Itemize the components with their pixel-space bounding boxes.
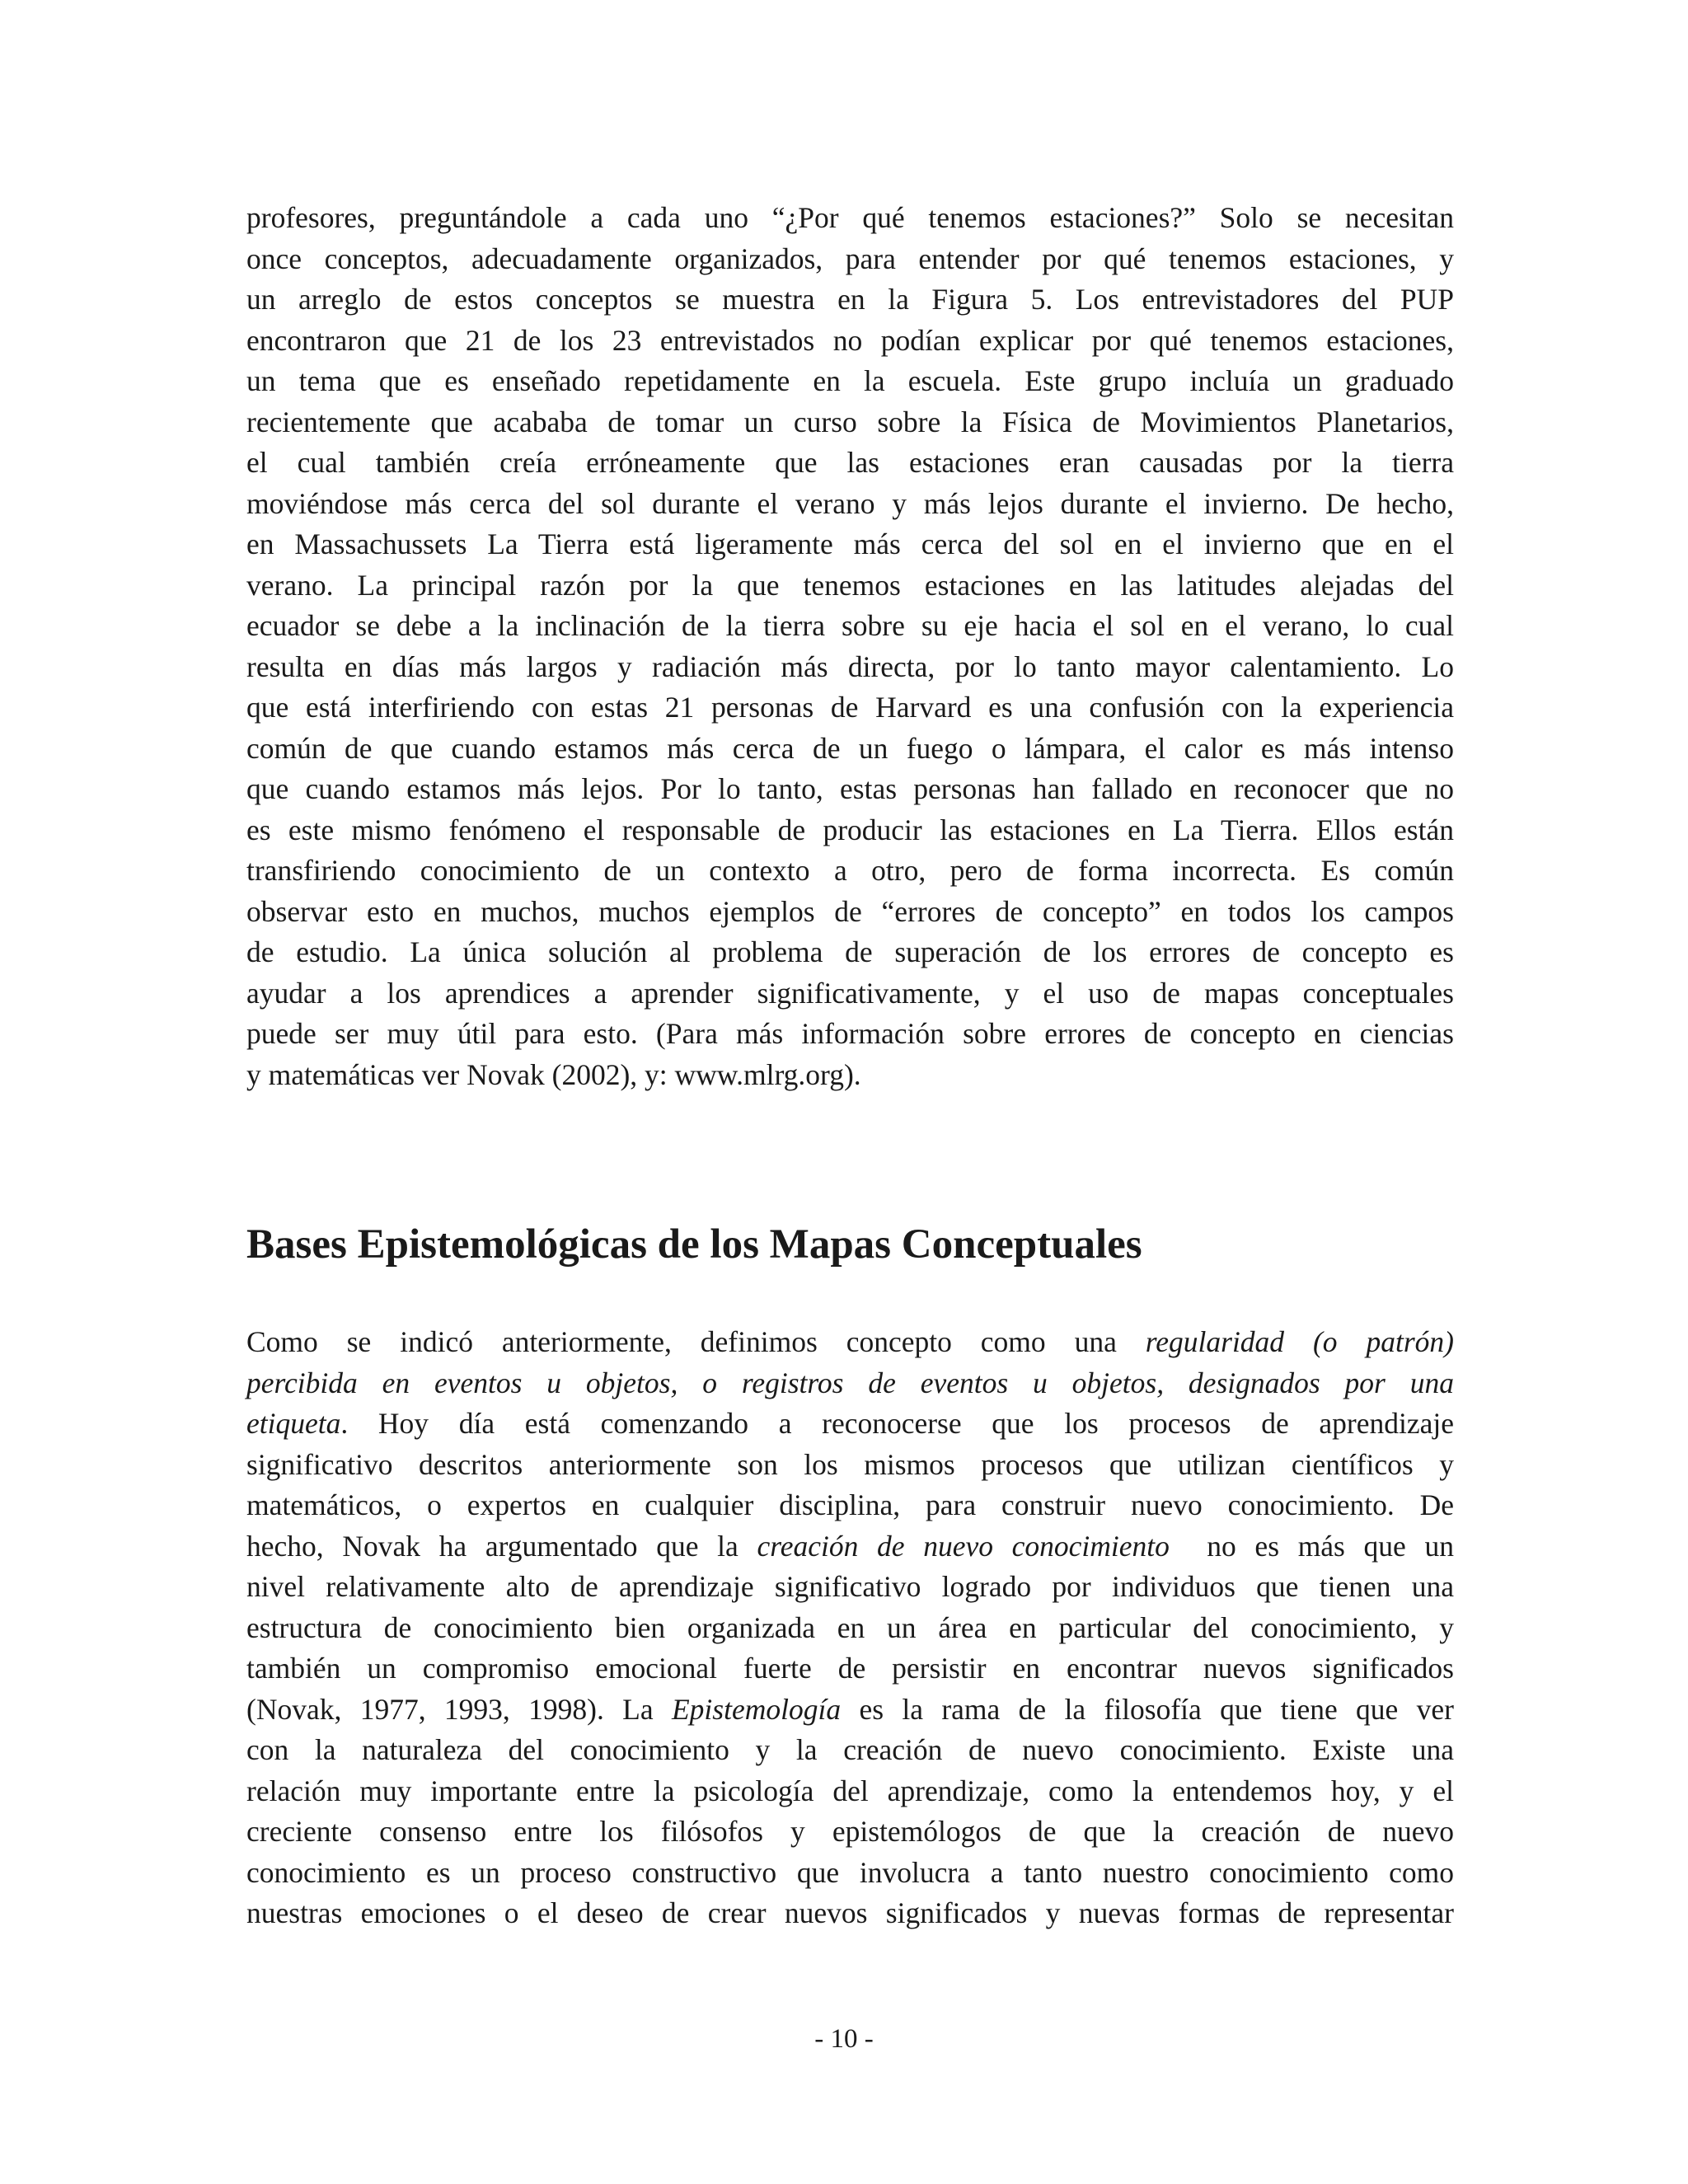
italic-text-run: creación de nuevo conocimiento [757,1529,1170,1563]
paragraph-line: y matemáticas ver Novak (2002), y: www.mlrg.org). [246,1057,861,1091]
paragraph-line: recientemente que acababa de tomar un curso sobre la Física de Movimientos Planetarios, [246,405,1454,438]
paragraph-line: ecuador se debe a la inclinación de la tierra sobre su eje hacia el sol en el verano, lo cual [246,609,1454,642]
paragraph-line: un arreglo de estos conceptos se muestra en la Figura 5. Los entrevistadores del PUP [246,283,1454,316]
paragraph-line: significativo descritos anteriormente son los mismos procesos que utilizan científicos y [246,1447,1454,1481]
text-run: hecho, Novak ha argumentado que la [246,1529,757,1563]
paragraph-line: observar esto en muchos, muchos ejemplos de “errores de concepto” en todos los campos [246,894,1454,928]
paragraph-line: percibida en eventos u objetos, o registros de eventos u objetos, designados por una [246,1366,1454,1399]
paragraph-seasons-misconception [246,198,1454,1095]
paragraph-line: puede ser muy útil para esto. (Para más información sobre errores de concepto en ciencias [246,1017,1454,1050]
paragraph-line: resulta en días más largos y radiación más directa, por lo tanto mayor calentamiento. Lo [246,649,1454,683]
text-run: . Hoy día está comenzando a reconocerse que los procesos de aprendizaje [340,1407,1454,1440]
paragraph-line: encontraron que 21 de los 23 entrevistados no podían explicar por qué tenemos estaciones, [246,323,1454,357]
paragraph-line: relación muy importante entre la psicología del aprendizaje, como la entendemos hoy, y el [246,1774,1454,1807]
paragraph-line: estructura de conocimiento bien organizada en un área en particular del conocimiento, y [246,1610,1454,1644]
paragraph-line [246,1690,1454,1731]
text-run: no es más que un [1169,1529,1454,1563]
paragraph-line [246,1526,1454,1568]
italic-text-run: etiqueta [246,1407,341,1440]
paragraph-line: el cual también creía erróneamente que las estaciones eran causadas por la tierra [246,446,1454,479]
paragraph-line: nivel relativamente alto de aprendizaje significativo logrado por individuos que tienen una [246,1570,1454,1603]
paragraph-line: profesores, preguntándole a cada uno “¿Por qué tenemos estaciones?” Solo se necesitan [246,201,1454,234]
paragraph-epistemology [246,1322,1454,1934]
paragraph-line: que cuando estamos más lejos. Por lo tanto, estas personas han fallado en reconocer que no [246,772,1454,805]
section-heading: Bases Epistemológicas de los Mapas Conceptuales [246,1221,1142,1268]
paragraph-line: con la naturaleza del conocimiento y la creación de nuevo conocimiento. Existe una [246,1733,1454,1766]
paragraph-line: conocimiento es un proceso constructivo que involucra a tanto nuestro conocimiento como [246,1855,1454,1889]
paragraph-line: moviéndose más cerca del sol durante el verano y más lejos durante el invierno. De hecho, [246,486,1454,520]
italic-text-run: Epistemología [671,1692,842,1726]
text-run: Como se indicó anteriormente, definimos concepto como una [246,1325,1146,1358]
italic-text-run: regularidad (o patrón) [1145,1325,1454,1358]
paragraph-line [246,1404,1454,1445]
paragraph-line: ayudar a los aprendices a aprender significativamente, y el uso de mapas conceptuales [246,976,1454,1010]
paragraph-line: matemáticos, o expertos en cualquier disciplina, para construir nuevo conocimiento. De [246,1488,1454,1521]
paragraph-line: también un compromiso emocional fuerte de persistir en encontrar nuevos significados [246,1652,1454,1685]
paragraph-line: de estudio. La única solución al problema de superación de los errores de concepto es [246,935,1454,968]
paragraph-line: que está interfiriendo con estas 21 personas de Harvard es una confusión con la experiencia [246,691,1454,724]
paragraph-line [246,1322,1454,1363]
paragraph-line: es este mismo fenómeno el responsable de producir las estaciones en La Tierra. Ellos están [246,813,1454,846]
paragraph-line: verano. La principal razón por la que tenemos estaciones en las latitudes alejadas del [246,568,1454,602]
paragraph-line: un tema que es enseñado repetidamente en la escuela. Este grupo incluía un graduado [246,364,1454,397]
paragraph-line: común de que cuando estamos más cerca de un fuego o lámpara, el calor es más intenso [246,731,1454,765]
paragraph-line: creciente consenso entre los filósofos y epistemólogos de que la creación de nuevo [246,1815,1454,1848]
text-run: (Novak, 1977, 1993, 1998). La [246,1692,672,1726]
paragraph-line: once conceptos, adecuadamente organizados, para entender por qué tenemos estaciones, y [246,241,1454,275]
page-number: - 10 - [814,2024,874,2054]
paragraph-line: transfiriendo conocimiento de un contexto a otro, pero de forma incorrecta. Es común [246,854,1454,887]
paragraph-line: nuestras emociones o el deseo de crear nuevos significados y nuevas formas de representar [246,1896,1454,1929]
text-run: es la rama de la filosofía que tiene que ver [841,1692,1454,1726]
paragraph-line: en Massachussets La Tierra está ligeramente más cerca del sol en el invierno que en el [246,527,1454,560]
